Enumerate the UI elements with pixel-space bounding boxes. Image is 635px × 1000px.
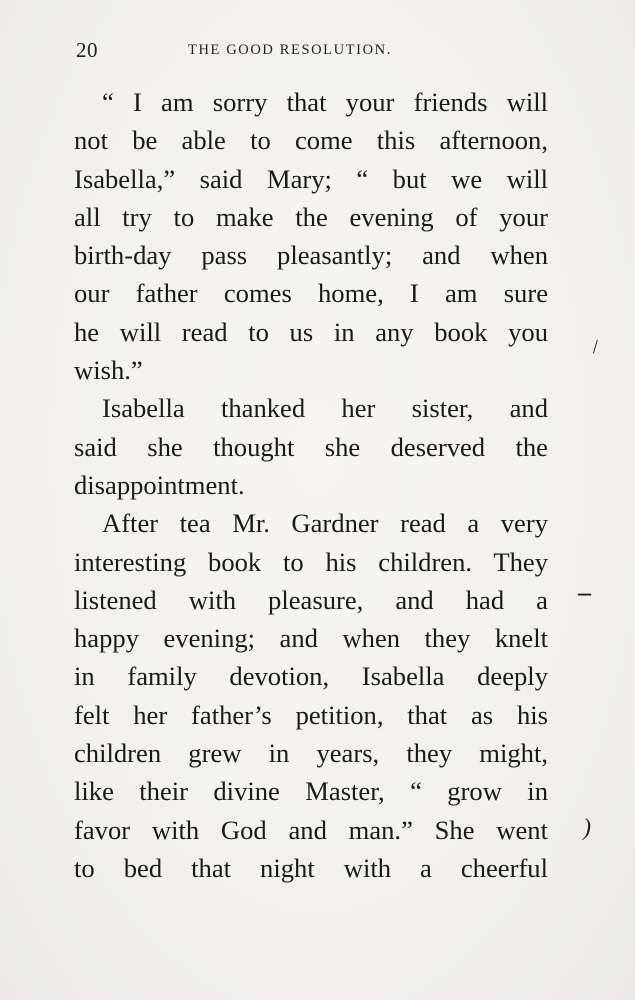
text-line: children grew in years, they might,: [74, 738, 548, 769]
text-line: he will read to us in any book you: [74, 316, 548, 347]
text-line: Isabella thanked her sister, and: [102, 393, 548, 424]
text-line: Isabella,” said Mary; “ but we will: [74, 163, 548, 194]
text-line: interesting book to his children. They: [74, 546, 548, 577]
body-text: [74, 83, 548, 887]
page-number: 20: [76, 38, 98, 62]
page-header: [76, 38, 546, 62]
text-line: disappointment.: [74, 469, 245, 500]
text-line: favor with God and man.” She went: [74, 814, 548, 845]
text-line: “ I am sorry that your friends will: [102, 87, 548, 117]
text-line: like their divine Master, “ grow in: [74, 776, 548, 807]
text-line: wish.”: [74, 355, 143, 386]
text-line: birth-day pass pleasantly; and when: [74, 240, 548, 271]
text-line: After tea Mr. Gardner read a very: [102, 508, 548, 539]
text-line: felt her father’s petition, that as his: [74, 699, 548, 730]
text-line: to bed that night with a cheerful: [74, 852, 548, 883]
text-line: said she thought she deserved the: [74, 431, 548, 462]
running-title: THE GOOD RESOLUTION.: [188, 42, 392, 58]
margin-mark: ): [583, 815, 591, 841]
text-line: happy evening; and when they knelt: [74, 623, 548, 654]
margin-mark: \: [586, 336, 604, 358]
text-line: not be able to come this afternoon,: [74, 125, 548, 156]
text-line: our father comes home, I am sure: [74, 278, 548, 309]
margin-mark: –: [578, 578, 591, 607]
text-line: all try to make the evening of your: [74, 201, 548, 232]
text-line: in family devotion, Isabella deeply: [74, 661, 548, 692]
text-line: listened with pleasure, and had a: [74, 584, 548, 615]
